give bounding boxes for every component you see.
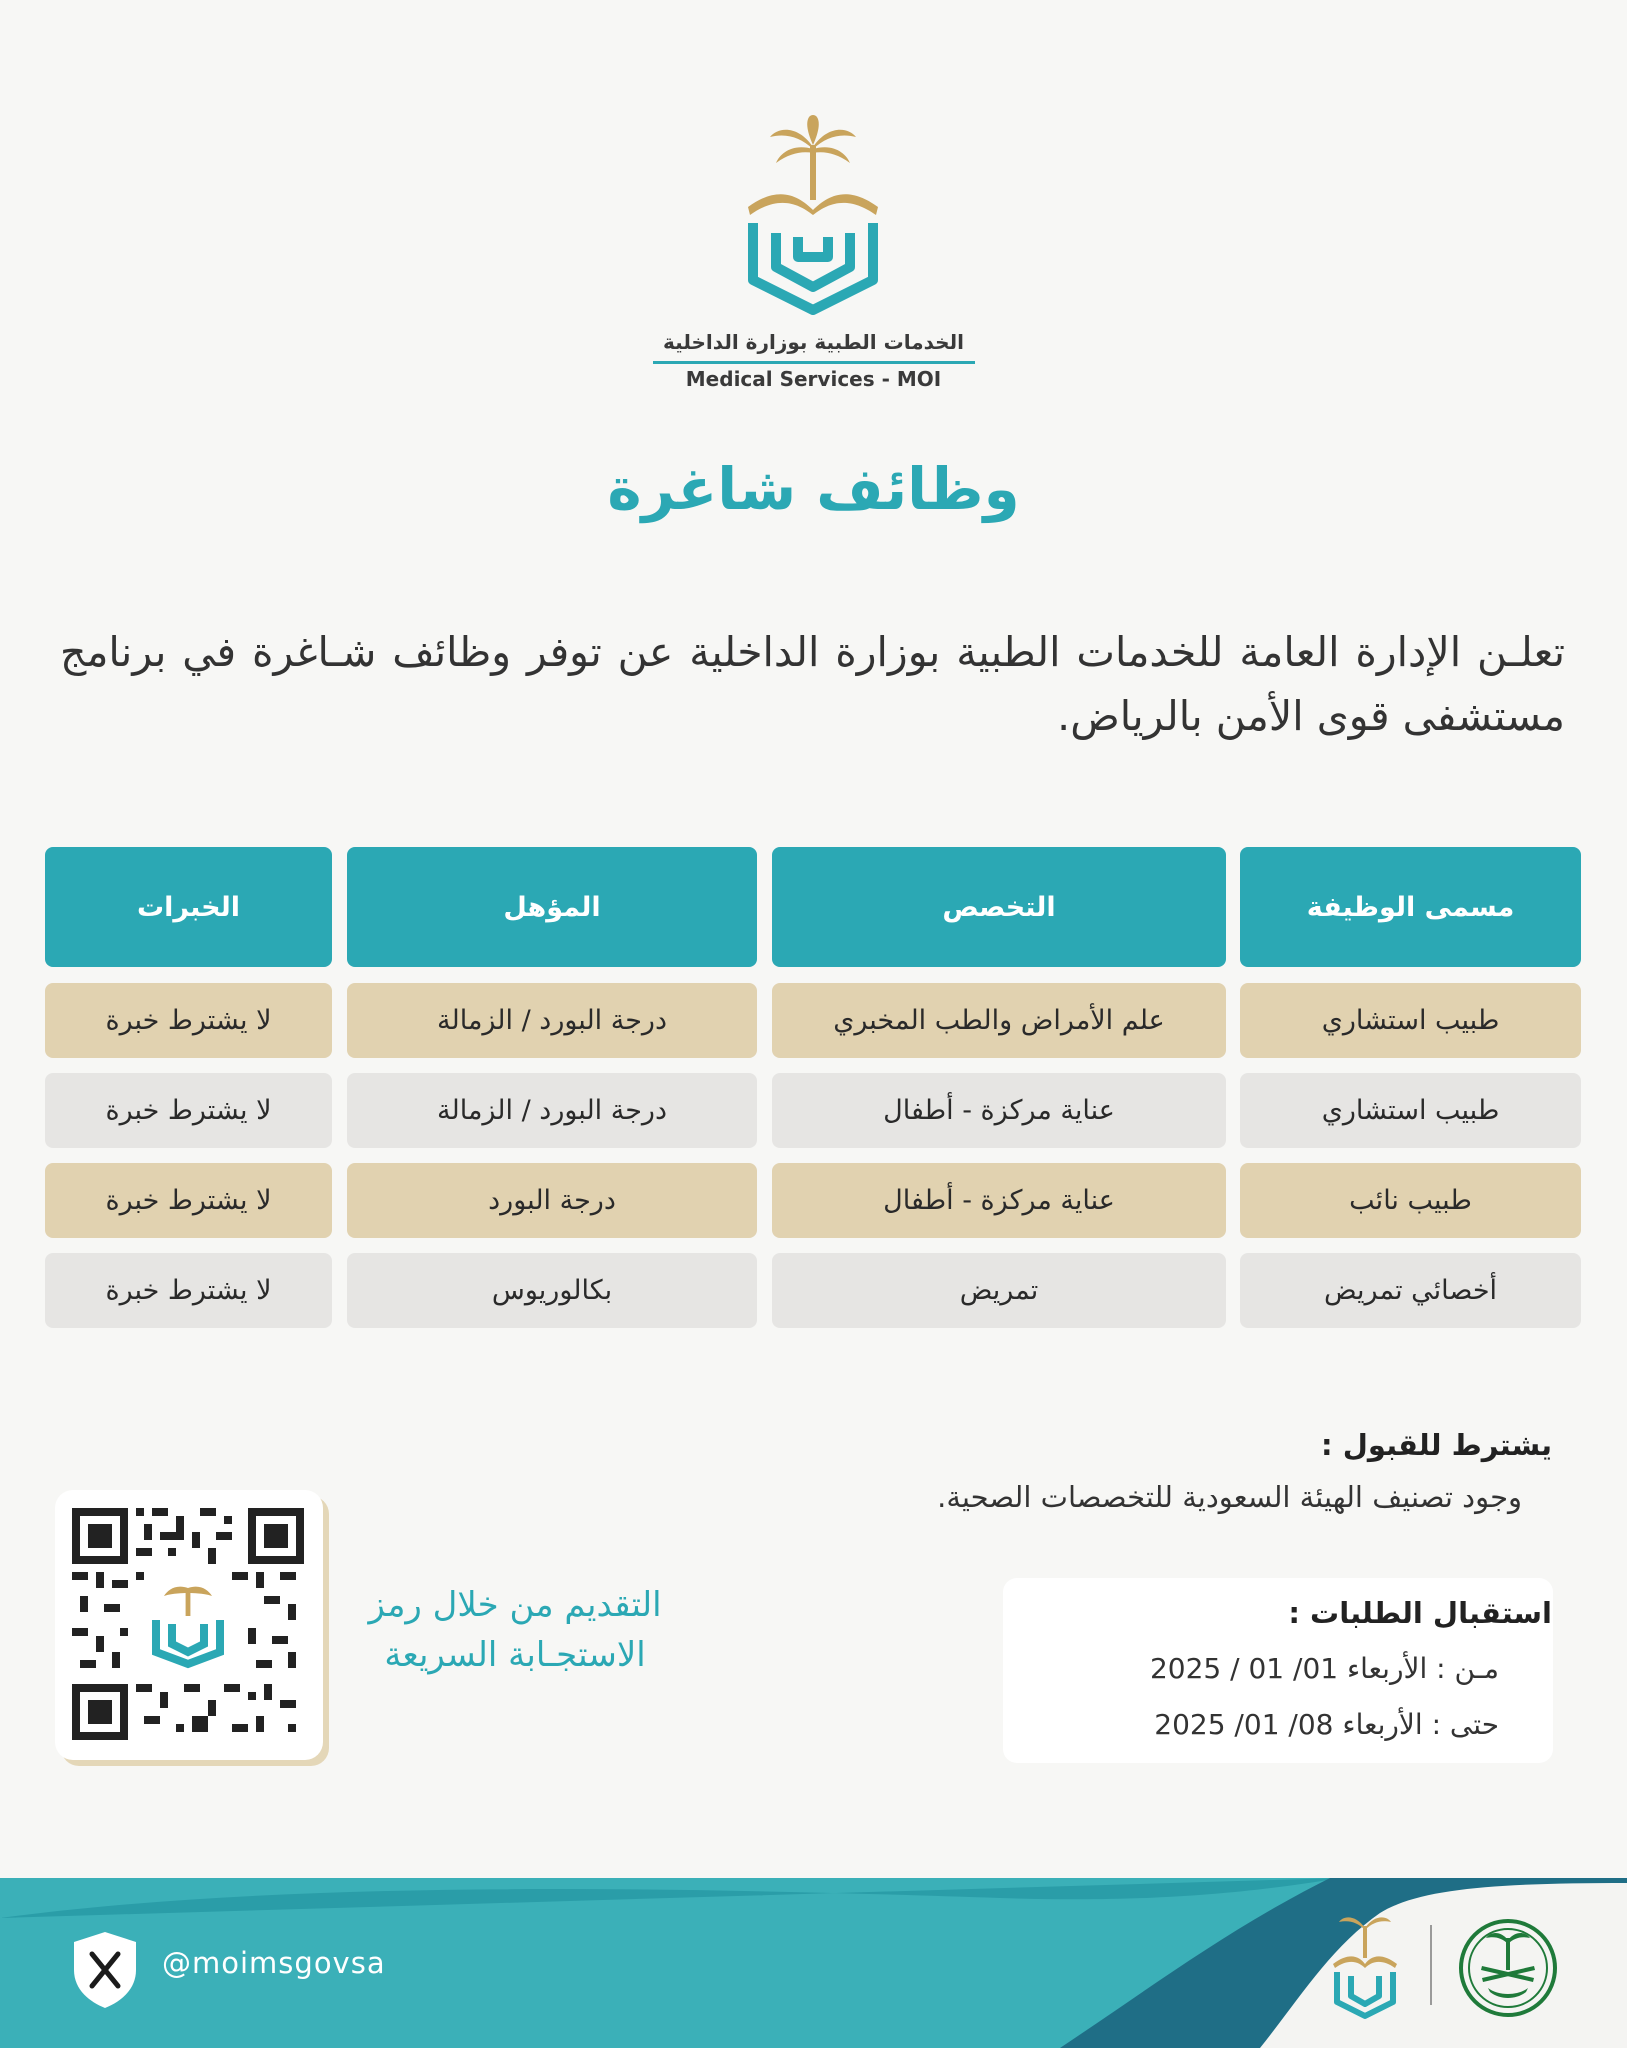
applications-to-date: حتى : الأربعاء 08/ 01/ 2025 — [1154, 1708, 1499, 1741]
header-job-title: مسمى الوظيفة — [1240, 847, 1581, 967]
table-cell-experience: لا يشترط خبرة — [45, 1073, 332, 1148]
qr-card — [55, 1490, 323, 1760]
logo-divider — [653, 361, 975, 364]
table-cell-qualification: بكالوريوس — [347, 1253, 757, 1328]
qr-code-icon[interactable] — [72, 1508, 304, 1740]
table-cell-qualification: درجة البورد / الزمالة — [347, 983, 757, 1058]
ministry-emblem-icon — [1458, 1918, 1558, 2018]
medical-services-logo-icon — [1325, 1910, 1405, 2020]
intro-paragraph: تعلـن الإدارة العامة للخدمات الطبية بوزارة الداخلية عن توفر وظائف شـاغرة في برنامج مستشفى قوى الأمن بالرياض. — [60, 628, 1565, 740]
table-cell-experience: لا يشترط خبرة — [45, 983, 332, 1058]
footer-divider — [1430, 1925, 1432, 2005]
table-cell-job-title: طبيب نائب — [1240, 1163, 1581, 1238]
x-icon[interactable] — [70, 1930, 140, 2010]
org-name-arabic: الخدمات الطبية بوزارة الداخلية — [663, 330, 964, 354]
table-cell-qualification: درجة البورد — [347, 1163, 757, 1238]
requirements-text: وجود تصنيف الهيئة السعودية للتخصصات الصحية. — [937, 1480, 1522, 1514]
applications-from-date: مـن : الأربعاء 01/ 01 / 2025 — [1149, 1652, 1499, 1685]
table-cell-specialty: عناية مركزة - أطفال — [772, 1163, 1226, 1238]
ministry-medical-logo-icon — [718, 115, 908, 315]
table-cell-specialty: علم الأمراض والطب المخبري — [772, 983, 1226, 1058]
page-title: وظائف شاغرة — [607, 455, 1020, 523]
table-cell-experience: لا يشترط خبرة — [45, 1163, 332, 1238]
table-cell-qualification: درجة البورد / الزمالة — [347, 1073, 757, 1148]
table-cell-job-title: أخصائي تمريض — [1240, 1253, 1581, 1328]
qr-caption-line2: الاستجـابة السريعة — [384, 1635, 646, 1675]
header-specialty: التخصص — [772, 847, 1226, 967]
logo-block — [0, 105, 1627, 395]
applications-title: استقبال الطلبات : — [1288, 1596, 1552, 1630]
qr-caption — [330, 1580, 700, 1680]
requirements-title: يشترط للقبول : — [1321, 1428, 1552, 1462]
table-cell-experience: لا يشترط خبرة — [45, 1253, 332, 1328]
table-cell-job-title: طبيب استشاري — [1240, 983, 1581, 1058]
table-cell-specialty: عناية مركزة - أطفال — [772, 1073, 1226, 1148]
table-cell-job-title: طبيب استشاري — [1240, 1073, 1581, 1148]
qr-caption-line1: التقديم من خلال رمز — [368, 1585, 662, 1625]
header-qualification: المؤهل — [347, 847, 757, 967]
table-cell-specialty: تمريض — [772, 1253, 1226, 1328]
org-name-english: Medical Services - MOI — [685, 367, 942, 391]
social-handle[interactable]: @moimsgovsa — [162, 1946, 386, 1980]
header-experience: الخبرات — [45, 847, 332, 967]
